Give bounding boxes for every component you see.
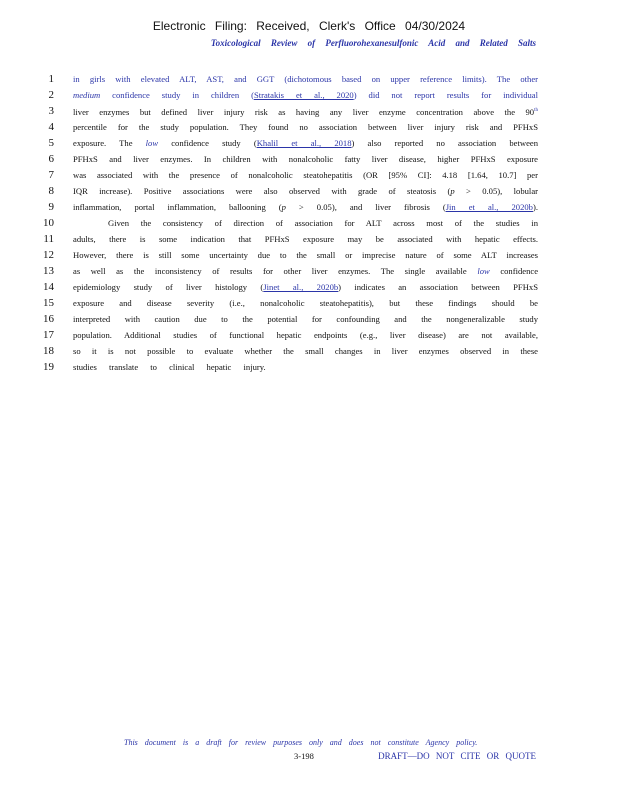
line-number: 7 — [48, 169, 54, 181]
text-run: However, there is still some uncertainty due to the small or imprecise nature of some ALT increases — [73, 250, 538, 260]
line-text — [73, 359, 538, 375]
text-run: Given the consistency of direction of association for ALT across most of the studies in — [108, 218, 538, 228]
text-run: IQR increase). Positive associations were also observed with grade of steatosis ( — [73, 186, 451, 196]
text-run: confidence — [489, 266, 539, 276]
line-text — [73, 151, 538, 167]
line-text — [73, 311, 538, 327]
text-run: ) did not report results for individual — [353, 90, 538, 100]
document-line — [38, 263, 538, 279]
document-line — [38, 135, 538, 151]
text-run: population. Additional studies of functional hepatic endpoints (e.g., liver disease) are not available, — [73, 330, 538, 340]
line-number: 12 — [43, 249, 54, 261]
line-number: 10 — [43, 217, 54, 229]
filing-stamp: Electronic Filing: Received, Clerk's Office 04/30/2024 — [152, 19, 466, 33]
line-number: 8 — [48, 185, 54, 197]
line-number: 9 — [48, 201, 54, 213]
line-text — [73, 295, 538, 311]
line-number: 4 — [48, 121, 54, 133]
line-text — [73, 71, 538, 87]
line-number: 5 — [48, 137, 54, 149]
line-text — [73, 87, 538, 103]
page-number: 3-198 — [294, 751, 314, 761]
citation-link[interactable]: Jinet al., 2020b — [263, 282, 339, 292]
text-run: epidemiology study of liver histology ( — [73, 282, 264, 292]
document-line — [38, 183, 538, 199]
citation-link[interactable]: Jin et al., 2020b — [445, 202, 533, 212]
line-text — [73, 279, 538, 295]
document-line — [38, 167, 538, 183]
text-run: exposure and disease severity (i.e., nonalcoholic steatohepatitis), but these findings should be — [73, 298, 538, 308]
text-run: was associated with the presence of nonalcoholic steatohepatitis (OR [95% CI]: 4.18 [1.64, 10.7] per — [73, 170, 538, 180]
line-number: 3 — [48, 105, 54, 117]
line-text — [73, 167, 538, 183]
superscript: th — [534, 108, 538, 113]
document-line — [38, 343, 538, 359]
line-text — [73, 103, 538, 120]
draft-watermark: DRAFT—DO NOT CITE OR QUOTE — [378, 751, 536, 761]
line-number: 6 — [48, 153, 54, 165]
line-number: 18 — [43, 345, 54, 357]
document-line — [38, 295, 538, 311]
text-run: confidence study ( — [158, 138, 257, 148]
line-number: 14 — [43, 281, 54, 293]
line-text — [73, 247, 538, 263]
document-line — [38, 103, 538, 119]
running-head: Toxicological Review of Perfluorohexanesulfonic Acid and Related Salts — [210, 38, 536, 48]
text-run: low — [145, 138, 159, 148]
line-text — [73, 327, 538, 343]
text-run: p — [281, 202, 286, 212]
text-run: adults, there is some indication that PFHxS exposure may be associated with hepatic effects. — [73, 234, 538, 244]
text-run: so it is not possible to evaluate whether the small changes in liver enzymes observed in these — [73, 346, 538, 356]
line-text — [73, 183, 538, 199]
line-number: 16 — [43, 313, 54, 325]
text-run: liver enzymes but defined liver injury risk as having any liver enzyme concentration above the 90 — [73, 106, 535, 117]
text-run: percentile for the study population. They found no association between liver injury risk and PFHxS — [73, 122, 538, 132]
text-run: > 0.05), and liver fibrosis ( — [285, 202, 446, 212]
document-line — [38, 359, 538, 375]
text-run: confidence study in children ( — [100, 90, 254, 100]
document-line — [38, 327, 538, 343]
text-run: in girls with elevated ALT, AST, and GGT (dichotomous based on upper reference limits). The other — [73, 74, 538, 84]
text-run: exposure. The — [73, 138, 146, 148]
line-text — [73, 119, 538, 135]
line-number: 11 — [43, 233, 54, 245]
line-text — [108, 215, 538, 231]
text-run: studies translate to clinical hepatic injury. — [73, 362, 266, 372]
document-body — [38, 71, 538, 375]
text-run: > 0.05), lobular — [454, 186, 538, 196]
line-number: 1 — [48, 73, 54, 85]
citation-link[interactable]: Khalil et al., 2018 — [256, 138, 352, 148]
document-line — [38, 215, 538, 231]
document-line — [38, 119, 538, 135]
text-run: ) indicates an association between PFHxS — [338, 282, 538, 292]
document-line — [38, 247, 538, 263]
text-run: p — [450, 186, 455, 196]
text-run: medium — [73, 90, 101, 100]
line-number: 2 — [48, 89, 54, 101]
line-number: 13 — [43, 265, 54, 277]
document-line — [38, 199, 538, 215]
line-number: 19 — [43, 361, 54, 373]
text-run: as well as the inconsistency of results for other liver enzymes. The single available — [73, 266, 478, 276]
document-line — [38, 71, 538, 87]
document-line — [38, 231, 538, 247]
line-text — [73, 263, 538, 279]
text-run: ). — [532, 202, 538, 212]
document-line — [38, 87, 538, 103]
text-run: interpreted with caution due to the potential for confounding and the nongeneralizable study — [73, 314, 538, 324]
line-text — [73, 135, 538, 151]
line-text — [73, 343, 538, 359]
line-number: 17 — [43, 329, 54, 341]
text-run: ) also reported no association between — [351, 138, 538, 148]
line-number: 15 — [43, 297, 54, 309]
document-line — [38, 279, 538, 295]
line-text — [73, 231, 538, 247]
text-run: inflammation, portal inflammation, ballooning ( — [73, 202, 282, 212]
document-line — [38, 311, 538, 327]
citation-link[interactable]: Stratakis et al., 2020 — [253, 90, 354, 100]
text-run: PFHxS and liver enzymes. In children with nonalcoholic fatty liver disease, higher PFHxS exposure — [73, 154, 538, 164]
draft-disclaimer: This document is a draft for review purposes only and does not constitute Agency policy. — [124, 738, 478, 747]
text-run: low — [477, 266, 490, 276]
document-line — [38, 151, 538, 167]
line-text — [73, 199, 538, 215]
